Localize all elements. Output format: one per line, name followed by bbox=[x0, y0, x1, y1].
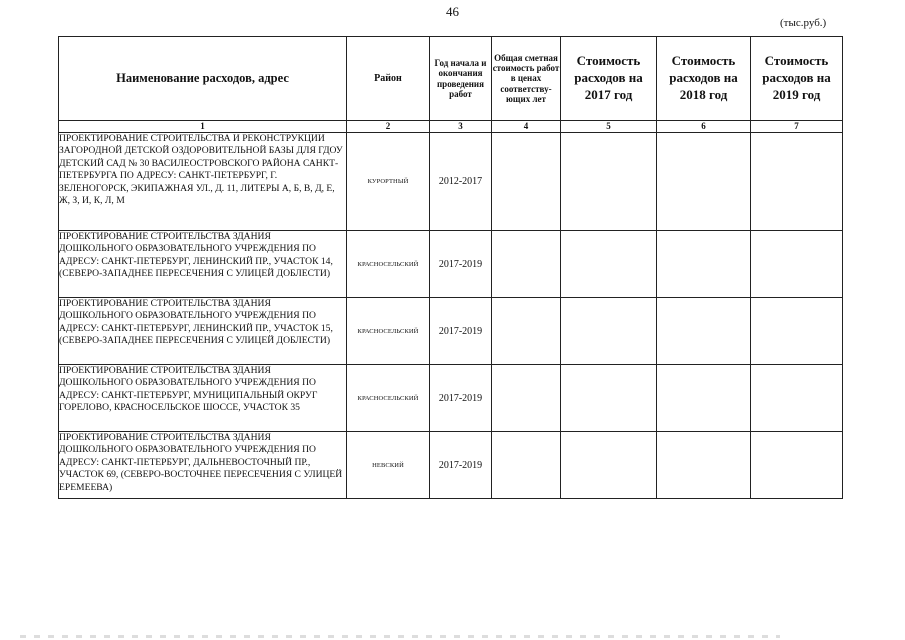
row-cost-2017 bbox=[561, 365, 657, 432]
header-row bbox=[59, 37, 843, 121]
row-name: ПРОЕКТИРОВАНИЕ СТРОИТЕЛЬСТВА ЗДАНИЯ ДОШКОЛЬНОГО ОБРАЗОВАТЕЛЬНОГО УЧРЕЖДЕНИЯ ПО АДРЕСУ: САНКТ-ПЕТЕРБУРГ, МУНИЦИПАЛЬНЫЙ ОКРУГ ГОРЕЛОВО, КРАСНОСЕЛЬСКОЕ ШОССЕ, УЧАСТОК 35 bbox=[59, 365, 347, 432]
row-cost-2019 bbox=[751, 298, 843, 365]
row-cost-2018 bbox=[657, 231, 751, 298]
row-name: ПРОЕКТИРОВАНИЕ СТРОИТЕЛЬСТВА ЗДАНИЯ ДОШКОЛЬНОГО ОБРАЗОВАТЕЛЬНОГО УЧРЕЖДЕНИЯ ПО АДРЕСУ: САНКТ-ПЕТЕРБУРГ, ЛЕНИНСКИЙ ПР., УЧАСТОК 15, (СЕВЕРО-ЗАПАДНЕЕ ПЕРЕСЕЧЕНИЯ С УЛИЦЕЙ ДОБЛЕСТИ) bbox=[59, 298, 347, 365]
row-name: ПРОЕКТИРОВАНИЕ СТРОИТЕЛЬСТВА ЗДАНИЯ ДОШКОЛЬНОГО ОБРАЗОВАТЕЛЬНОГО УЧРЕЖДЕНИЯ ПО АДРЕСУ: САНКТ-ПЕТЕРБУРГ, ДАЛЬНЕВОСТОЧНЫЙ ПР., УЧАСТОК 69, (СЕВЕРО-ВОСТОЧНЕЕ ПЕРЕСЕЧЕНИЯ С УЛИЦЕЙ ЕРЕМЕЕВА) bbox=[59, 432, 347, 499]
header-cost-2018: Стоимость расходов на 2018 год bbox=[657, 37, 751, 121]
units-label: (тыс.руб.) bbox=[780, 17, 827, 29]
row-period: 2017-2019 bbox=[430, 298, 492, 365]
row-district: КУРОРТНЫЙ bbox=[347, 133, 430, 231]
row-name: ПРОЕКТИРОВАНИЕ СТРОИТЕЛЬСТВА И РЕКОНСТРУКЦИИ ЗАГОРОДНОЙ ДЕТСКОЙ ОЗДОРОВИТЕЛЬНОЙ БАЗЫ ДЛЯ ГДОУ ДЕТСКИЙ САД № 30 ВАСИЛЕОСТРОВСКОГО РАЙОНА САНКТ-ПЕТЕРБУРГА ПО АДРЕСУ: САНКТ-ПЕТЕРБУРГ, Г. ЗЕЛЕНОГОРСК, ЭКИПАЖНАЯ УЛ., Д. 11, ЛИТЕРЫ А, Б, В, Д, Е, Ж, З, И, К, Л, М bbox=[59, 133, 347, 231]
row-cost-2019 bbox=[751, 432, 843, 499]
row-district: КРАСНОСЕЛЬСКИЙ bbox=[347, 231, 430, 298]
row-cost-2017 bbox=[561, 231, 657, 298]
row-period: 2017-2019 bbox=[430, 432, 492, 499]
row-cost-2018 bbox=[657, 432, 751, 499]
row-cost-2019 bbox=[751, 231, 843, 298]
column-number: 7 bbox=[751, 121, 843, 133]
row-district: КРАСНОСЕЛЬСКИЙ bbox=[347, 365, 430, 432]
row-cost-2018 bbox=[657, 133, 751, 231]
row-estimate bbox=[492, 432, 561, 499]
row-cost-2019 bbox=[751, 133, 843, 231]
row-period: 2012-2017 bbox=[430, 133, 492, 231]
column-number: 4 bbox=[492, 121, 561, 133]
column-number: 1 bbox=[59, 121, 347, 133]
row-estimate bbox=[492, 133, 561, 231]
column-number: 3 bbox=[430, 121, 492, 133]
header-cost-2019: Стоимость расходов на 2019 год bbox=[751, 37, 843, 121]
column-number: 5 bbox=[561, 121, 657, 133]
header-name: Наименование расходов, адрес bbox=[59, 37, 347, 121]
header-estimate: Общая сметная стоимость работ в ценах соответству-ющих лет bbox=[492, 37, 561, 121]
row-cost-2018 bbox=[657, 365, 751, 432]
page-number: 46 bbox=[446, 4, 459, 19]
row-cost-2019 bbox=[751, 365, 843, 432]
row-cost-2017 bbox=[561, 298, 657, 365]
row-period: 2017-2019 bbox=[430, 231, 492, 298]
column-number: 6 bbox=[657, 121, 751, 133]
row-cost-2018 bbox=[657, 298, 751, 365]
row-cost-2017 bbox=[561, 133, 657, 231]
row-district: НЕВСКИЙ bbox=[347, 432, 430, 499]
column-number: 2 bbox=[347, 121, 430, 133]
row-estimate bbox=[492, 365, 561, 432]
row-name: ПРОЕКТИРОВАНИЕ СТРОИТЕЛЬСТВА ЗДАНИЯ ДОШКОЛЬНОГО ОБРАЗОВАТЕЛЬНОГО УЧРЕЖДЕНИЯ ПО АДРЕСУ: САНКТ-ПЕТЕРБУРГ, ЛЕНИНСКИЙ ПР., УЧАСТОК 14, (СЕВЕРО-ЗАПАДНЕЕ ПЕРЕСЕЧЕНИЯ С УЛИЦЕЙ ДОБЛЕСТИ) bbox=[59, 231, 347, 298]
header-district: Район bbox=[347, 37, 430, 121]
table-row bbox=[59, 432, 843, 499]
row-estimate bbox=[492, 231, 561, 298]
row-period: 2017-2019 bbox=[430, 365, 492, 432]
table-row bbox=[59, 133, 843, 231]
scan-footer-noise bbox=[20, 635, 780, 638]
header-cost-2017: Стоимость расходов на 2017 год bbox=[561, 37, 657, 121]
expenses-table bbox=[58, 36, 843, 499]
column-number-row bbox=[59, 121, 843, 133]
table-row bbox=[59, 298, 843, 365]
row-cost-2017 bbox=[561, 432, 657, 499]
table-row bbox=[59, 365, 843, 432]
row-estimate bbox=[492, 298, 561, 365]
header-period: Год начала и окончания проведения работ bbox=[430, 37, 492, 121]
row-district: КРАСНОСЕЛЬСКИЙ bbox=[347, 298, 430, 365]
table-row bbox=[59, 231, 843, 298]
